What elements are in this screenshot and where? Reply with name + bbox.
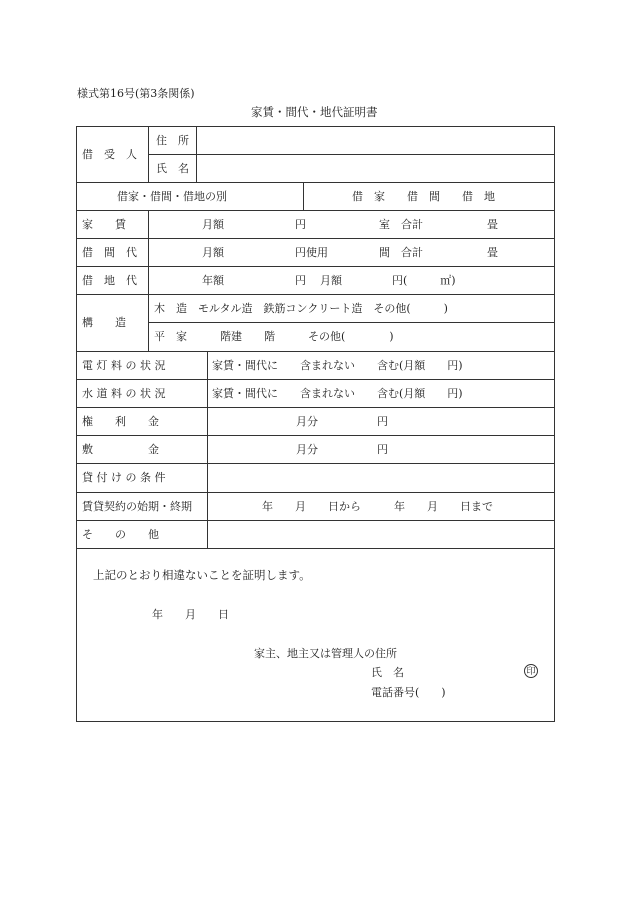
divider xyxy=(148,294,149,351)
divider xyxy=(76,435,555,436)
name-label: 氏 名 xyxy=(156,162,189,175)
conditions-label: 貸 付 け の 条 件 xyxy=(82,471,166,484)
certification-statement: 上記のとおり相違ないことを証明します。 xyxy=(93,568,311,582)
land-rent-annual: 年額 xyxy=(202,274,224,287)
divider xyxy=(76,463,555,464)
divider xyxy=(148,210,149,294)
land-rent-yen: 円 xyxy=(295,274,306,287)
landlord-name-label: 氏 名 xyxy=(371,666,404,679)
rent-rooms: 室 合計 xyxy=(379,218,423,231)
divider xyxy=(148,126,149,182)
rent-label: 家 賃 xyxy=(82,218,126,231)
kind-label: 借家・借間・借地の別 xyxy=(117,190,227,203)
kind-options[interactable]: 借 家 借 間 借 地 xyxy=(352,190,495,203)
room-rent-monthly: 月額 xyxy=(202,246,224,259)
name-field[interactable] xyxy=(200,156,550,180)
structure-label: 構 造 xyxy=(82,316,126,329)
rent-tatami: 畳 xyxy=(487,218,498,231)
room-rent-label: 借 間 代 xyxy=(82,246,137,259)
divider xyxy=(76,182,555,183)
deposit-label: 敷 金 xyxy=(82,443,159,456)
divider xyxy=(76,351,555,352)
divider xyxy=(148,322,555,323)
divider xyxy=(76,548,555,549)
water-text[interactable]: 家賃・間代に 含まれない 含む(月額 円) xyxy=(212,387,463,400)
key-money-months: 月分 xyxy=(296,415,318,428)
divider xyxy=(76,492,555,493)
room-rent-rooms: 間 合計 xyxy=(379,246,423,259)
electric-text[interactable]: 家賃・間代に 含まれない 含む(月額 円) xyxy=(212,359,463,372)
water-label: 水 道 料 の 状 況 xyxy=(82,387,166,400)
other-field[interactable] xyxy=(211,523,551,547)
divider xyxy=(148,154,555,155)
land-rent-monthly: 月額 xyxy=(320,274,342,287)
key-money-label: 権 利 金 xyxy=(82,415,159,428)
certification-date[interactable]: 年 月 日 xyxy=(152,608,229,621)
deposit-yen: 円 xyxy=(377,443,388,456)
rent-monthly: 月額 xyxy=(202,218,224,231)
landlord-address-label: 家主、地主又は管理人の住所 xyxy=(254,647,397,660)
form-number: 様式第16号(第3条関係) xyxy=(77,87,195,100)
divider xyxy=(76,520,555,521)
other-label: そ の 他 xyxy=(82,528,159,541)
land-rent-yen-area: 円( ㎡) xyxy=(392,274,456,287)
form-title: 家賃・間代・地代証明書 xyxy=(251,105,378,119)
seal-icon: 印 xyxy=(524,664,538,678)
divider xyxy=(76,379,555,380)
divider xyxy=(303,182,304,210)
structure-line-1[interactable]: 木 造 モルタル造 鉄筋コンクリート造 その他( ) xyxy=(154,302,448,315)
key-money-yen: 円 xyxy=(377,415,388,428)
borrower-label: 借 受 人 xyxy=(82,148,137,161)
address-field[interactable] xyxy=(200,128,550,152)
divider xyxy=(207,351,208,548)
divider xyxy=(76,407,555,408)
room-rent-tatami: 畳 xyxy=(487,246,498,259)
period-label: 賃貸契約の始期・終期 xyxy=(82,500,192,513)
land-rent-label: 借 地 代 xyxy=(82,274,137,287)
address-label: 住 所 xyxy=(156,134,189,147)
electric-label: 電 灯 料 の 状 況 xyxy=(82,359,166,372)
room-rent-yen-use: 円使用 xyxy=(295,246,328,259)
divider xyxy=(196,126,197,182)
rent-yen: 円 xyxy=(295,218,306,231)
deposit-months: 月分 xyxy=(296,443,318,456)
phone-label[interactable]: 電話番号( ) xyxy=(371,686,446,699)
structure-line-2[interactable]: 平 家 階建 階 その他( ) xyxy=(154,330,394,343)
conditions-field[interactable] xyxy=(211,466,551,490)
period-text[interactable]: 年 月 日から 年 月 日まで xyxy=(262,500,493,513)
